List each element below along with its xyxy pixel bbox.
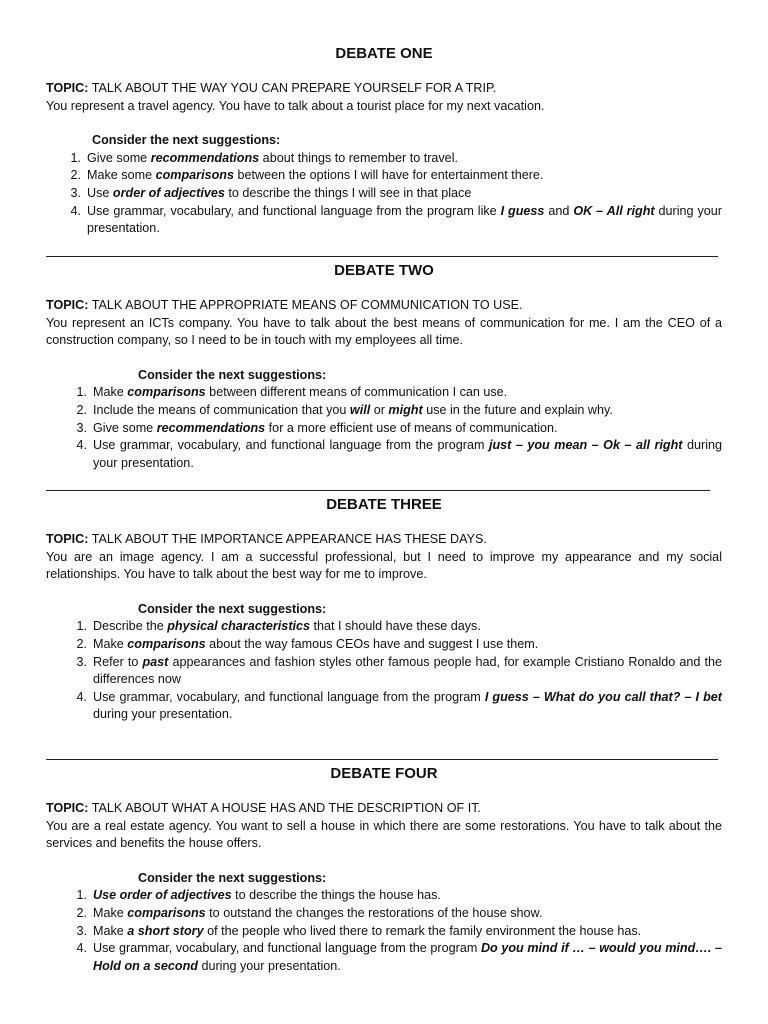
suggestions-list	[46, 618, 722, 724]
list-item: 3. Refer to past appearances and fashion styles other famous people had, for example Cristiano Ronaldo and the differences now	[76, 654, 723, 687]
debate-four-section	[46, 764, 722, 975]
list-item: 4. Use grammar, vocabulary, and functional language from the program just – you mean – Ok – all right during your presentation.	[76, 438, 722, 470]
topic-label: TOPIC:	[46, 801, 89, 815]
debate-title: DEBATE FOUR	[330, 765, 438, 782]
debate-title: DEBATE THREE	[326, 496, 442, 513]
debate-title: DEBATE ONE	[335, 45, 433, 62]
list-item: 4. Use grammar, vocabulary, and functional language from the program Do you mind if … – would you mind…. – Hold on a second during your presentation.	[76, 941, 722, 973]
debate-description: You represent a travel agency. You have to talk about a tourist place for my next vacation.	[46, 98, 545, 113]
topic-label: TOPIC:	[46, 81, 89, 95]
suggestions-heading: Consider the next suggestions:	[138, 870, 327, 885]
suggestions-list	[46, 150, 722, 238]
section-divider	[46, 256, 718, 257]
list-item: 1. Use order of adjectives to describe the things the house has.	[76, 888, 441, 903]
debate-two-section	[46, 261, 722, 472]
list-item: 2. Make some comparisons between the options I will have for entertainment there.	[70, 168, 544, 183]
suggestions-list	[46, 887, 722, 975]
suggestions-heading: Consider the next suggestions:	[138, 367, 327, 382]
topic-line	[46, 531, 722, 549]
debate-one-section	[46, 44, 722, 238]
topic-line	[46, 800, 722, 818]
debate-title: DEBATE TWO	[334, 262, 434, 279]
list-item: 2. Make comparisons to outstand the changes the restorations of the house show.	[76, 905, 543, 920]
suggestions-heading: Consider the next suggestions:	[92, 133, 281, 148]
list-item: 4. Use grammar, vocabulary, and functional language from the program like I guess and OK – All right during your presentation.	[70, 203, 722, 236]
section-divider	[46, 759, 718, 760]
debate-description: You are an image agency. I am a successful professional, but I need to improve my appearance and my social relationships. You have to talk about the best way for me to improve.	[46, 549, 722, 582]
suggestions-list	[46, 384, 722, 472]
list-item: 1. Describe the physical characteristics that I should have these days.	[76, 619, 481, 634]
list-item: 1. Make comparisons between different means of communication I can use.	[76, 385, 508, 400]
list-item: 3. Give some recommendations for a more efficient use of means of communication.	[76, 420, 558, 435]
topic-text: TALK ABOUT THE WAY YOU CAN PREPARE YOURSELF FOR A TRIP.	[88, 81, 497, 95]
suggestions-heading: Consider the next suggestions:	[138, 601, 327, 616]
topic-line	[46, 297, 722, 315]
topic-text: TALK ABOUT WHAT A HOUSE HAS AND THE DESCRIPTION OF IT.	[88, 801, 482, 815]
list-item: 2. Include the means of communication that you will or might use in the future and explain why.	[76, 402, 613, 417]
debate-three-section	[46, 495, 722, 724]
topic-line	[46, 80, 722, 98]
topic-text: TALK ABOUT THE APPROPRIATE MEANS OF COMMUNICATION TO USE.	[88, 298, 523, 312]
topic-label: TOPIC:	[46, 298, 89, 312]
list-item: 1. Give some recommendations about things to remember to travel.	[70, 150, 458, 165]
debate-description: You represent an ICTs company. You have to talk about the best means of communication for me. I am the CEO of a construction company, so I need to be in touch with my employees all time.	[46, 315, 722, 348]
debate-description: You are a real estate agency. You want to sell a house in which there are some restorations. You have to talk about the services and benefits the house offers.	[46, 818, 722, 851]
topic-label: TOPIC:	[46, 532, 89, 546]
list-item: 3. Use order of adjectives to describe the things I will see in that place	[70, 185, 472, 200]
section-divider	[46, 490, 710, 491]
topic-text: TALK ABOUT THE IMPORTANCE APPEARANCE HAS THESE DAYS.	[88, 532, 487, 546]
list-item: 3. Make a short story of the people who lived there to remark the family environment the house has.	[76, 923, 642, 938]
list-item: 2. Make comparisons about the way famous CEOs have and suggest I use them.	[76, 636, 539, 651]
list-item: 4. Use grammar, vocabulary, and functional language from the program I guess – What do you call that? – I bet during your presentation.	[76, 689, 722, 722]
